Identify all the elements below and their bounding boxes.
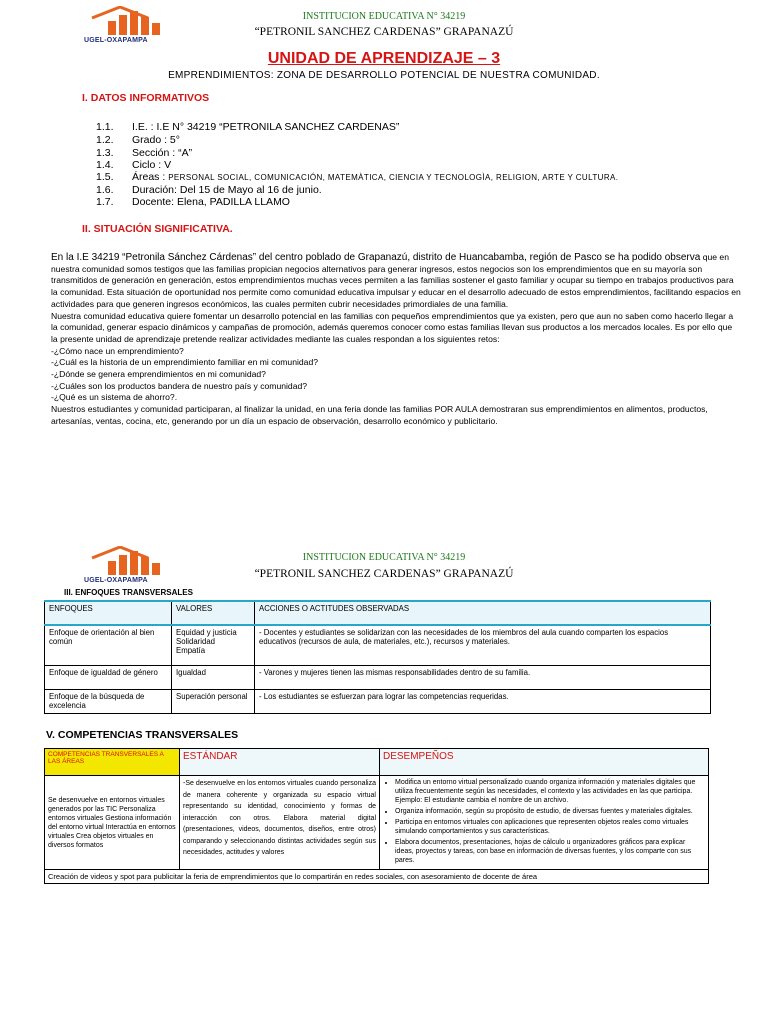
situacion-text: En la I.E 34219 “Petronila Sánchez Cárdenas” del centro poblado de Grapanazú, distrito de Huancabamba, región de Pasco se ha podido observa que en nuestra comunidad somos testigos que las familias propician negocios alternativos para generar ingresos, estos negocios son los emprendimientos que en su mayoría son transmitidos de generación en generación, estos emprendimientos muchas veces permiten a las familias sostener el gasto familiar y ocupar su tiempo en trabajos productivos para la comunidad. Esta situación de oportunidad nos permite como comunidad educativa impulsar y educar en el desarrollo adecuado de estos emprendimientos, facilitando espacios en actividades para que generen ingresos económicos, las cuales permiten cubrir necesidades primordiales de una familia. Nuestra comunidad educativa quiere fomentar un desarrollo potencial en las familias con pequeños emprendimientos que ya existen, pero que aun no saben como hacerlo llegar a la comunidad, generar espacio dinámicos y campañas de promoción, además queremos conocer como estas familias llevan sus productos a los mercados locales. Es por ello que la presente unidad de aprendizaje pretende realizar actividades mediante las cuales respondan a los siguientes retos: -¿Cómo nace un emprendimiento? -¿Cuál es la historia de un emprendimiento familiar en mi comunidad? -¿Dónde se genera emprendimientos en mi comunidad? -¿Cuáles son los productos bandera de nuestro país y comunidad? -¿Qué es un sistema de ahorro?. Nuestros estudiantes y comunidad participaran, al finalizar la unidad, en una feria donde las familias POR AULA demostraran sus emprendimientos en alimentos, productos, artesanías, ventas, cocina, etc, generando por un día un espacio de observación, desarrollo económico y publicitario. — [51, 252, 741, 426]
valores-cell: Superación personal — [172, 689, 255, 713]
school-name: “PETRONIL SANCHEZ CARDENAS” GRAPANAZÚ — [254, 568, 514, 580]
table-row — [45, 689, 711, 713]
page-subtitle: EMPRENDIMIENTOS: ZONA DE DESARROLLO POTENCIAL DE NUESTRA COMUNIDAD. — [168, 70, 600, 81]
column-header: ENFOQUES — [45, 601, 172, 625]
question: -¿Cómo nace un emprendimiento? — [51, 345, 184, 356]
enfoque-cell: Enfoque de la búsqueda de excelencia — [45, 689, 172, 713]
info-row: 1.7. Docente: Elena, PADILLA LLAMO — [96, 196, 290, 208]
info-row: 1.5. Áreas : PERSONAL SOCIAL, COMUNICACIÓN, MATEMÀTICA, CIENCIA Y TECNOLOGÌA, RELIGION, ARTE Y CULTURA. — [96, 171, 619, 183]
table-row — [45, 870, 709, 884]
info-row: 1.2. Grado : 5° — [96, 134, 180, 146]
section-competencias-heading: V. COMPETENCIAS TRANSVERSALES — [46, 729, 239, 741]
page-title: UNIDAD DE APRENDIZAJE – 3 — [267, 50, 501, 67]
logo-label: UGEL-OXAPAMPA — [84, 37, 148, 44]
table-header-row — [45, 749, 709, 776]
enfoques-table — [44, 600, 711, 714]
desempenos-cell — [380, 776, 709, 870]
institution-name: INSTITUCION EDUCATIVA N° 34219 — [302, 552, 466, 563]
desempeno-item: • Modifica un entorno virtual personalizado cuando organiza información y materiales digitales que utiliza frecuentemente según las necesidades, el contexto y las actividades en las que participa. Ejemplo: El estudiante cambia el nombre de un archivo. — [395, 778, 705, 805]
info-row: 1.6. Duración: Del 15 de Mayo al 16 de junio. — [96, 184, 322, 196]
column-header: VALORES — [172, 601, 255, 625]
accion-cell: - Varones y mujeres tienen las mismas responsabilidades dentro de su familia. — [255, 665, 711, 689]
institution-name: INSTITUCION EDUCATIVA N° 34219 — [302, 11, 466, 22]
question: -¿Cuáles son los productos bandera de nuestro país y comunidad? — [51, 380, 308, 391]
logo-label: UGEL-OXAPAMPA — [84, 577, 148, 584]
info-row: 1.3. Sección : “A” — [96, 147, 193, 159]
question: -¿Cuál es la historia de un emprendimiento familiar en mi comunidad? — [51, 357, 319, 368]
info-row: 1.1. I.E. : I.E N° 34219 “PETRONILA SANCHEZ CARDENAS” — [96, 121, 400, 133]
desempeno-item: • Participa en entornos virtuales con aplicaciones que representen objetos reales como virtuales simulando comportamientos y sus características. — [395, 818, 705, 836]
section-situacion-heading: II. SITUACIÓN SIGNIFICATIVA. — [82, 223, 233, 235]
competencia-cell: Se desenvuelve en entornos virtuales generados por las TIC Personaliza entornos virtuales Gestiona información del entorno virtual Interactúa en entornos virtuales Crea objetos virtuales en diversos formatos — [45, 776, 180, 870]
section-datos-heading: I. DATOS INFORMATIVOS — [82, 92, 210, 104]
desempeno-item: • Elabora documentos, presentaciones, hojas de cálculo u organizadores gráficos para explicar ideas, proyectos y tareas, con base en información de diversas fuentes, y los comparte con sus pares. — [395, 838, 705, 865]
valores-cell: Igualdad — [172, 665, 255, 689]
table-header-row — [45, 601, 711, 625]
column-header: ACCIONES O ACTITUDES OBSERVADAS — [255, 601, 711, 625]
competencias-table — [44, 748, 709, 884]
column-header: DESEMPEÑOS — [380, 749, 709, 776]
desempeno-item: • Organiza información, según su propósito de estudio, de diversas fuentes y materiales digitales. — [395, 807, 705, 816]
footer-cell: Creación de videos y spot para publicitar la feria de emprendimientos que lo compartirán en redes sociales, con asesoramiento de docente de área — [45, 870, 709, 884]
question: -¿Qué es un sistema de ahorro?. — [51, 392, 178, 403]
section-enfoques-heading: III. ENFOQUES TRANSVERSALES — [64, 588, 193, 597]
enfoque-cell: Enfoque de igualdad de género — [45, 665, 172, 689]
column-header: ESTÁNDAR — [180, 749, 380, 776]
accion-cell: - Los estudiantes se esfuerzan para lograr las competencias requeridas. — [255, 689, 711, 713]
enfoque-cell: Enfoque de orientación al bien común — [45, 625, 172, 665]
valores-cell: Equidad y justicia Solidaridad Empatía — [172, 625, 255, 665]
table-row — [45, 776, 709, 870]
question: -¿Dónde se genera emprendimientos en mi comunidad? — [51, 369, 266, 380]
school-name: “PETRONIL SANCHEZ CARDENAS” GRAPANAZÚ — [254, 26, 514, 38]
accion-cell: - Docentes y estudiantes se solidarizan con las necesidades de los miembros del aula cuando comparten los espacios educativos (recursos de aula, de materiales, etc.), recursos y materiales. — [255, 625, 711, 665]
estandar-cell: -Se desenvuelve en los entornos virtuales cuando personaliza de manera coherente y organizada su espacio virtual representando su identidad, conocimiento y formas de interacción con otros. Elabora material digital (presentaciones, videos, documentos, diseños, entre otros) comparando y seleccionando distintas actividades según sus necesidades, actitudes y valores — [180, 776, 380, 870]
column-header: COMPETENCIAS TRANSVERSALES A LAS ÁREAS — [45, 749, 180, 776]
table-row — [45, 665, 711, 689]
table-row — [45, 625, 711, 665]
info-row: 1.4. Ciclo : V — [96, 159, 172, 171]
